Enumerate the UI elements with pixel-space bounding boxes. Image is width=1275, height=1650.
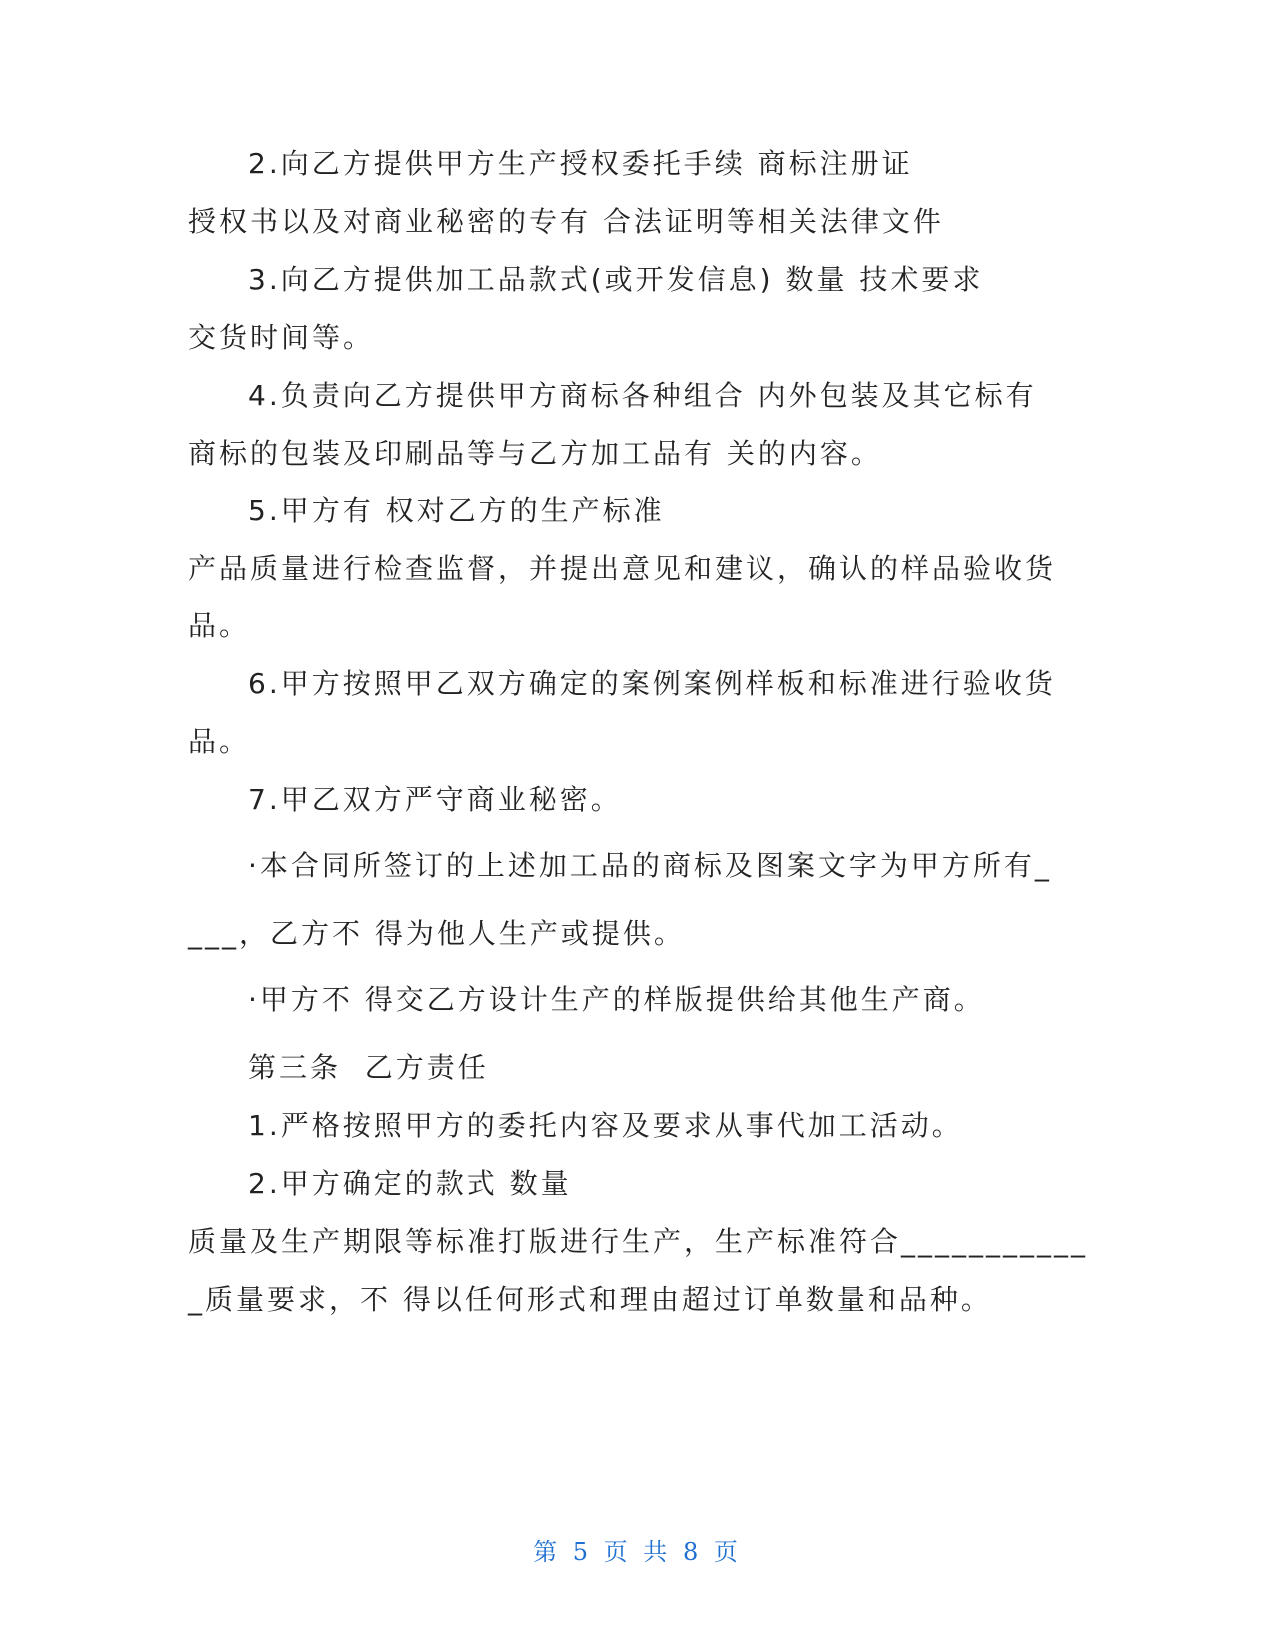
paragraph-line: 交货时间等。: [188, 321, 375, 354]
paragraph-line: 1.严格按照甲方的委托内容及要求从事代加工活动。: [248, 1109, 963, 1142]
paragraph-line: 2.甲方确定的款式 数量: [248, 1167, 572, 1200]
paragraph-line: 产品质量进行检查监督，并提出意见和建议，确认的样品验收货: [188, 552, 1057, 585]
paragraph-line: 商标的包装及印刷品等与乙方加工品有 关的内容。: [188, 437, 882, 470]
paragraph-line: _质量要求，不 得以任何形式和理由超过订单数量和品种。: [188, 1283, 992, 1316]
page-number-footer: 第 5 页 共 8 页: [533, 1538, 742, 1566]
paragraph-line: 品。: [188, 609, 251, 642]
paragraph-line: ___，乙方不 得为他人生产或提供。: [188, 917, 685, 950]
paragraph-line: 2.向乙方提供甲方生产授权委托手续 商标注册证: [248, 147, 913, 180]
bullet-line: ·本合同所签订的上述加工品的商标及图案文字为甲方所有_: [248, 849, 1052, 882]
paragraph-line: 5.甲方有 权对乙方的生产标准: [248, 494, 665, 527]
paragraph-line: 3.向乙方提供加工品款式(或开发信息) 数量 技术要求: [248, 263, 984, 296]
paragraph-line: 品。: [188, 725, 251, 758]
paragraph-line: 质量及生产期限等标准打版进行生产，生产标准符合___________: [188, 1225, 1089, 1258]
bullet-line: ·甲方不 得交乙方设计生产的样版提供给其他生产商。: [248, 983, 985, 1016]
section-heading: 第三条 乙方责任: [248, 1051, 489, 1084]
paragraph-line: 6.甲方按照甲乙双方确定的案例案例样板和标准进行验收货: [248, 667, 1056, 700]
paragraph-line: 授权书以及对商业秘密的专有 合法证明等相关法律文件: [188, 205, 944, 238]
paragraph-line: 7.甲乙双方严守商业秘密。: [248, 783, 622, 816]
paragraph-line: 4.负责向乙方提供甲方商标各种组合 内外包装及其它标有: [248, 379, 1037, 412]
